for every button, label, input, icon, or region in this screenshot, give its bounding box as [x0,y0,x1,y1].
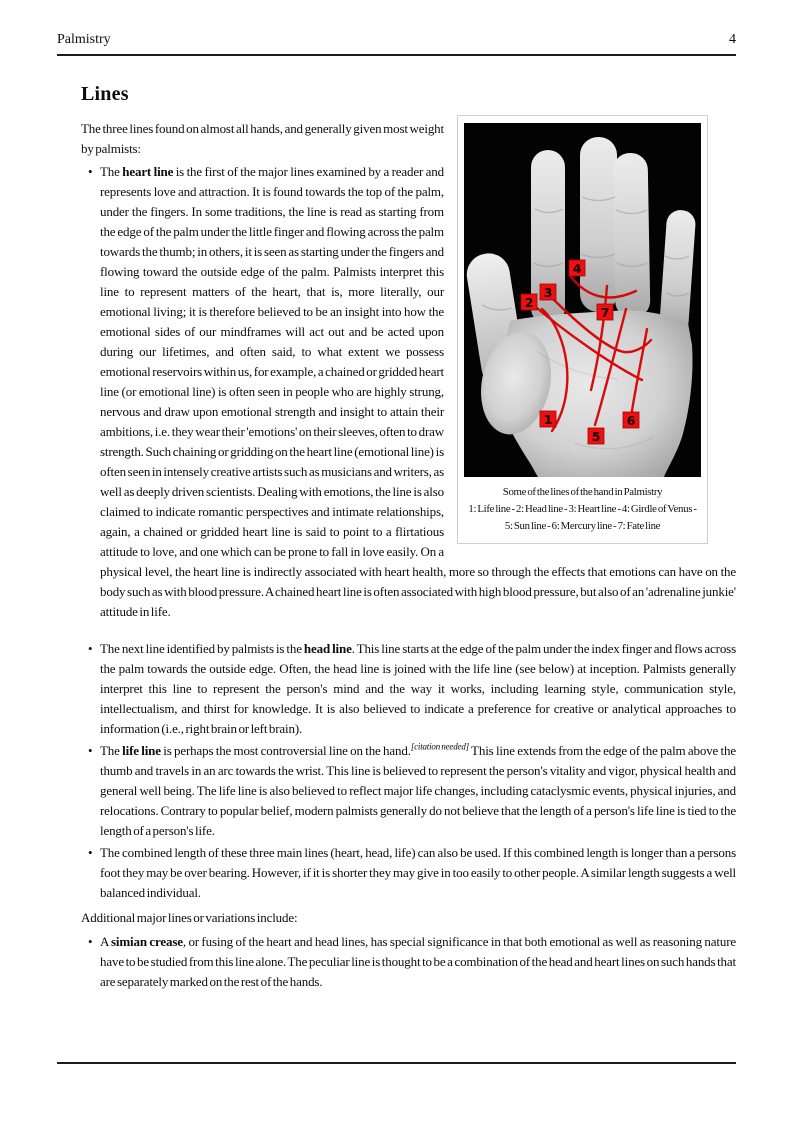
bullet-item [81,639,736,739]
marker-number-2: 2 [524,294,534,310]
page-number: 4 [729,32,736,47]
figure-caption-legend: 1: Life line - 2: Head line - 3: Heart line - 4: Girdle of Venus - 5: Sun line - 6: Mercury line - 7: Fate line [468,503,697,532]
text-segment: is perhaps the most controversial line on the hand. [160,743,411,758]
major-lines-list [81,162,736,903]
bullet-item [81,843,736,903]
marker-number-5: 5 [591,428,601,444]
marker-number-4: 4 [572,260,582,276]
text-segment: This line extends from the edge of the palm above the thumb and travels in an arc towards the wrist. This line is believed to represent the person's vitality and vigor, physical health and general well being. The life line is also believed to reflect major life changes, including cataclysmic events, physical injuries, and relocations. Contrary to popular belief, modern palmists generally do not believe that the length of a person's life line is tied to the length of a person's life. [100,743,736,838]
bullet-item [81,932,736,992]
bullet-item [81,162,736,622]
text-segment: A [100,934,111,949]
intro-paragraph: The three lines found on almost all hands, and generally given most weight by palmists: [81,121,444,156]
term-bold: life line [122,743,161,758]
header-title: Palmistry [57,32,111,47]
text-segment: The [100,164,123,179]
additional-paragraph: Additional major lines or variations include: [81,910,298,925]
additional-lines-list [81,932,736,992]
term-bold: heart line [122,164,174,179]
footer-rule [57,1062,736,1064]
text-segment: , or fusing of the heart and head lines, has special significance in that both emotional as well as reasoning nature have to be studied from this line alone. The peculiar line is thought to be a combination of the head and heart lines on such hands that are separately marked on the rest of the hands. [100,934,736,989]
figure-caption-title: Some of the lines of the hand in Palmistry [502,486,663,498]
section-heading: Lines [81,83,129,105]
text-segment: The [100,743,123,758]
text-segment: The next line identified by palmists is the [100,641,304,656]
marker-number-6: 6 [626,412,636,428]
term-bold: head line [303,641,352,656]
bullet-item [81,741,736,841]
marker-number-7: 7 [600,304,610,320]
marker-number-1: 1 [543,411,553,427]
text-segment: . This line starts at the edge of the palm under the index finger and flows across the palm towards the outside edge. Often, the head line is joined with the life line (see below) at inception. Palmists generally interpret this line to represent the person's mind and the way it works, including learning style, communication style, intellectualism, and thirst for knowledge. It is also believed to indicate a preference for creative or analytical approaches to information (i.e., right brain or left brain). [100,641,736,736]
marker-number-3: 3 [543,284,553,300]
content-body [81,119,736,992]
page-header [57,0,736,56]
term-bold: simian crease [110,934,183,949]
citation-needed-sup: [citation needed] [410,741,469,752]
text-segment: The combined length of these three main lines (heart, head, life) can also be used. If this combined length is longer than a persons foot they may be over bearing. However, if it is shorter they may give in too easily to other people. A similar length suggests a well balanced individual. [100,845,736,900]
text-segment: is the first of the major lines examined by a reader and represents love and attraction. It is found towards the top of the palm, under the fingers. In some traditions, the line is read as starting from the edge of the palm under the little finger and flowing across the palm towards the thumb; in others, it is seen as starting under the fingers and flowing toward the outside edge of the palm. Palmists interpret this line to represent matters of the heart, that is, more literally, our emotional living; it is therefore believed to be an insight into how the emotional sides of our mindframes will act out and be acted upon during our lifetimes, and often said, to what extent we possess emotional reservoirs within us, for example, a chained or gridded heart line (or emotional line) is often seen in people who are highly strung, nervous and draw upon emotional strength and insight to attain their ambitions, i.e. they wear their 'emotions' on their sleeves, often to draw strength. Such chaining or gridding on the heart line (emotional line) is often seen in intensely creative artists such as musicians and writers, as well as deeply driven scientists. Dealing with emotions, the line is also claimed to indicate romantic perspectives and intimate relationships, again, a chained or gridded heart line is said to point to a flirtatious attitude to love, and one which can be prone to fall in love easily. On a physical level, the heart line is indirectly associated with heart health, more so through the effects that emotions can have on the body such as with blood pressure. A chained heart line is often associated with high blood pressure, but also of an 'adrenaline junkie' attitude in life. [100,164,736,619]
